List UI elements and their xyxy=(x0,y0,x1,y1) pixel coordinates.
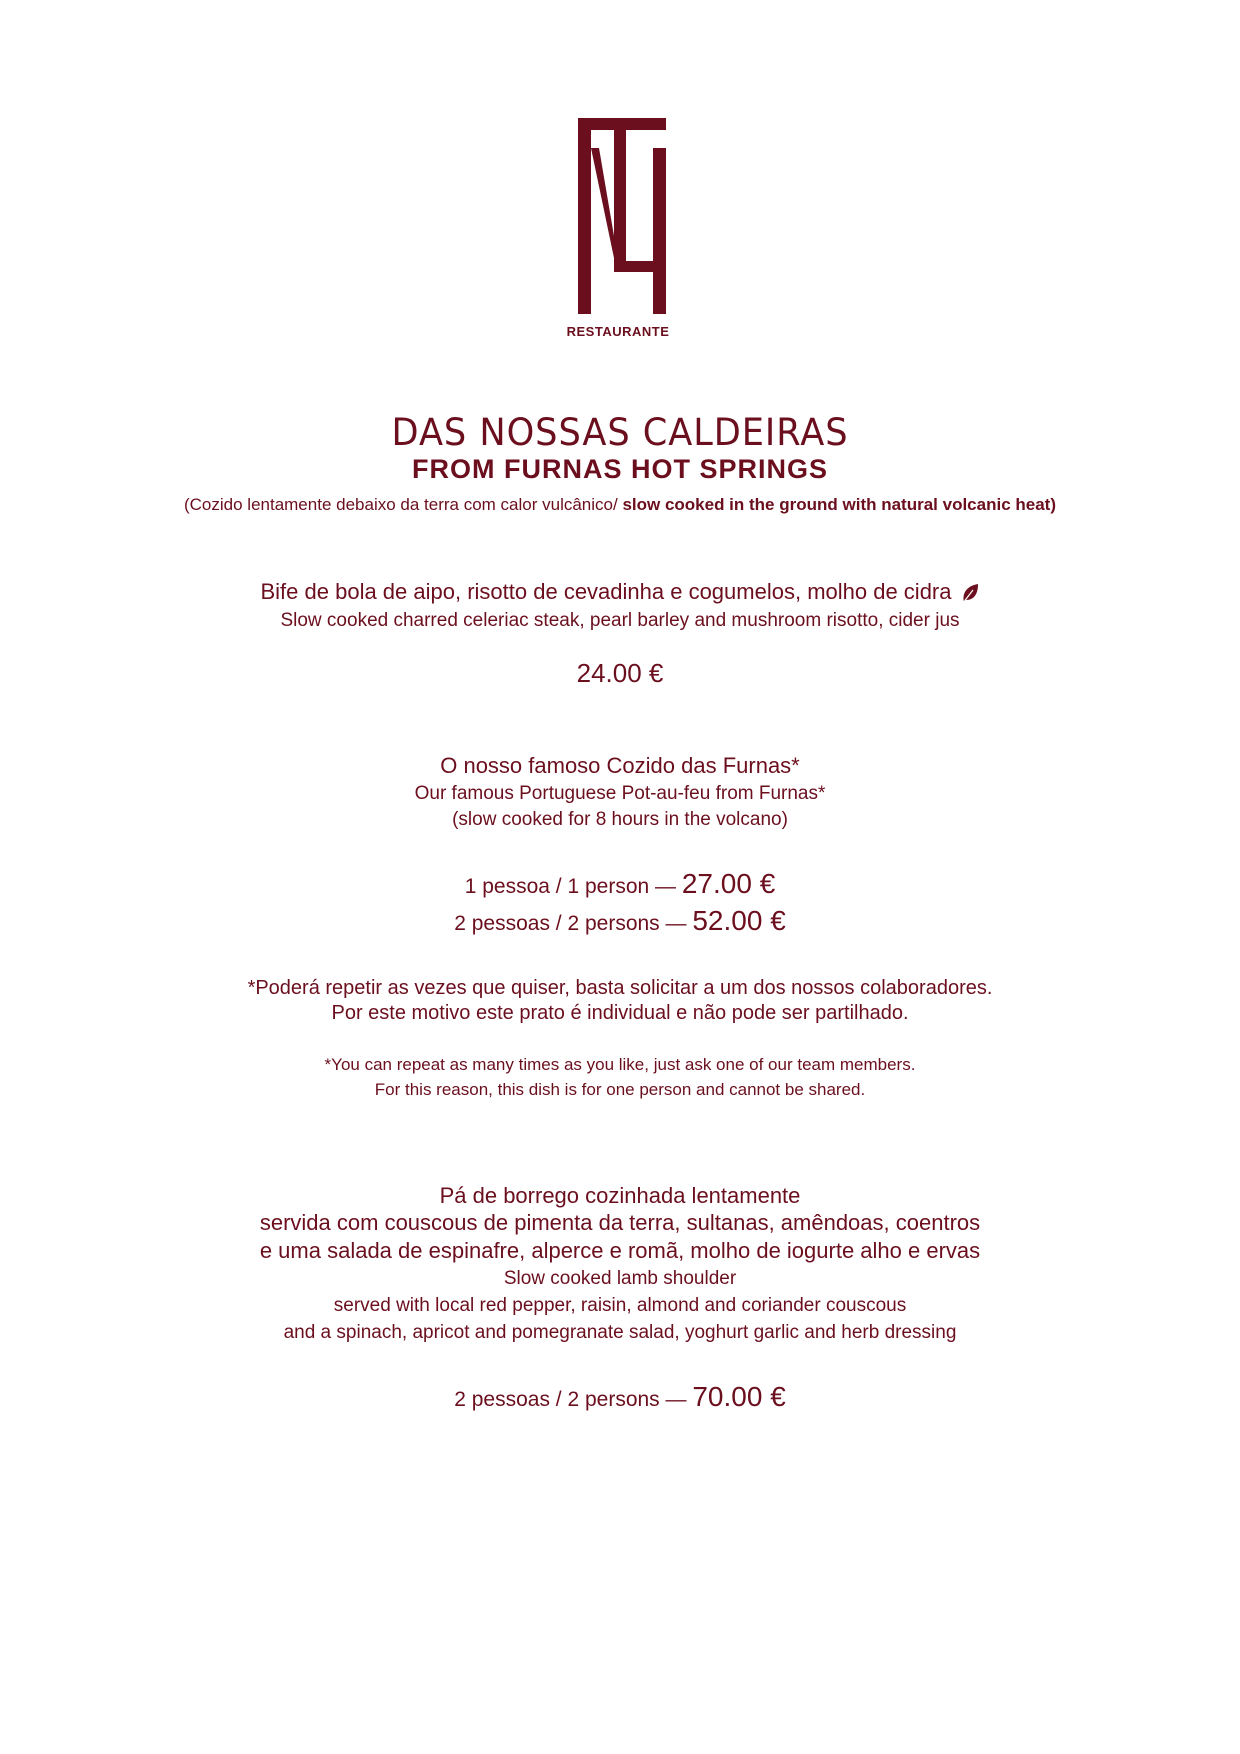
dish-3-name-pt-line-2: servida com couscous de pimenta da terra, sultanas, amêndoas, coentros xyxy=(259,1210,981,1235)
price-amount: 70.00 € xyxy=(692,1381,786,1412)
notice-en-line-1: *You can repeat as many times as you like, just ask one of our team members. xyxy=(324,1055,916,1074)
section-subtitle xyxy=(0,494,1240,516)
dish-3-name-en-line-1: Slow cooked lamb shoulder xyxy=(503,1268,737,1289)
dish-2-price-1 xyxy=(0,866,1240,907)
subtitle-pt: (Cozido lentamente debaixo da terra com calor vulcânico/ xyxy=(183,495,623,514)
dish-2-price-2 xyxy=(0,903,1240,944)
dish-2-note: (slow cooked for 8 hours in the volcano) xyxy=(452,809,788,830)
th-monogram-logo xyxy=(578,118,666,314)
price-amount: 52.00 € xyxy=(692,905,786,936)
dish-1-name-pt-text: Bife de bola de aipo, risotto de cevadinha e cogumelos, molho de cidra xyxy=(260,579,952,604)
dish-3-name-pt-line-3: e uma salada de espinafre, alperce e romã, molho de iogurte alho e ervas xyxy=(259,1238,981,1263)
dish-3-name-en-line-3: and a spinach, apricot and pomegranate salad, yoghurt garlic and herb dressing xyxy=(283,1322,957,1343)
dish-2-name-en: Our famous Portuguese Pot-au-feu from Furnas* xyxy=(414,783,826,804)
dish-1-price: 24.00 € xyxy=(576,658,664,688)
notice-pt-line-1: *Poderá repetir as vezes que quiser, basta solicitar a um dos nossos colaboradores. xyxy=(247,977,993,999)
vegetarian-leaf-icon xyxy=(960,582,980,604)
price-label: 2 pessoas / 2 persons — xyxy=(454,912,693,935)
dish-3-name-pt-line-1: Pá de borrego cozinhada lentamente xyxy=(439,1183,801,1208)
section-title-pt: DAS NOSSAS CALDEIRAS xyxy=(391,411,849,454)
subtitle-en: slow cooked in the ground with natural volcanic heat) xyxy=(622,495,1056,514)
dish-1-name-pt xyxy=(0,578,1240,606)
price-label: 1 pessoa / 1 person — xyxy=(464,875,682,898)
section-title-en: FROM FURNAS HOT SPRINGS xyxy=(411,454,828,484)
price-label: 2 pessoas / 2 persons — xyxy=(454,1388,693,1411)
restaurant-wordmark: RESTAURANTE xyxy=(566,324,670,339)
notice-pt-line-2: Por este motivo este prato é individual e não pode ser partilhado. xyxy=(331,1002,909,1024)
price-amount: 27.00 € xyxy=(681,868,776,899)
dish-2-name-pt: O nosso famoso Cozido das Furnas* xyxy=(440,753,800,778)
notice-en-line-2: For this reason, this dish is for one person and cannot be shared. xyxy=(374,1080,866,1099)
dish-3-name-en-line-2: served with local red pepper, raisin, almond and coriander couscous xyxy=(333,1295,907,1316)
dish-1-name-en: Slow cooked charred celeriac steak, pearl barley and mushroom risotto, cider jus xyxy=(280,610,960,631)
dish-3-price-1 xyxy=(0,1379,1240,1420)
